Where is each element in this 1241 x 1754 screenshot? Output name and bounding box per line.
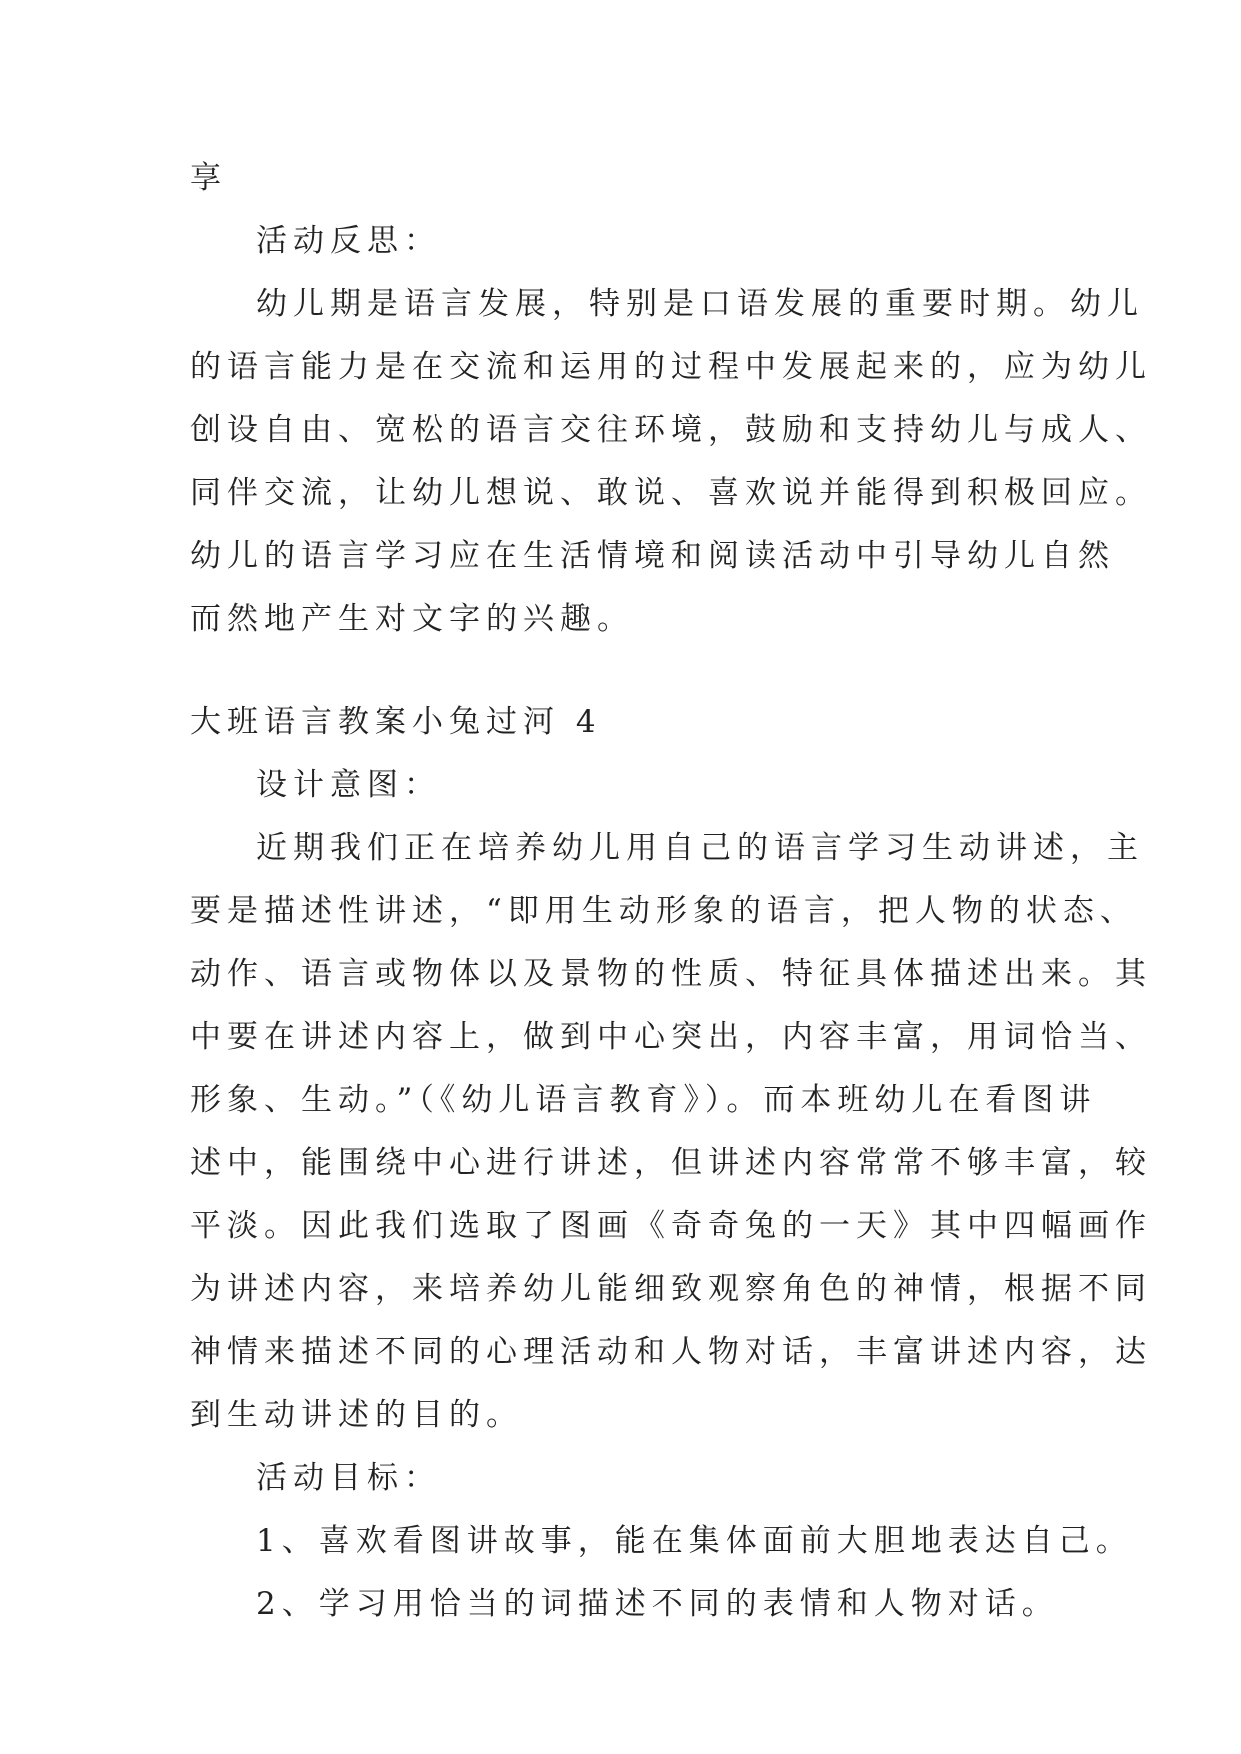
design-line: 平淡。因此我们选取了图画《奇奇兔的一天》其中四幅画作 (190, 1208, 1152, 1244)
goal-item: 2、学习用恰当的词描述不同的表情和人物对话。 (256, 1586, 1059, 1622)
design-line: 近期我们正在培养幼儿用自己的语言学习生动讲述，主 (256, 830, 1144, 866)
reflection-line: 创设自由、宽松的语言交往环境，鼓励和支持幼儿与成人、 (190, 412, 1152, 448)
design-line: 中要在讲述内容上，做到中心突出，内容丰富，用词恰当、 (190, 1019, 1152, 1055)
design-line: 述中，能围绕中心进行讲述，但讲述内容常常不够丰富，较 (190, 1145, 1152, 1181)
design-line: 为讲述内容，来培养幼儿能细致观察角色的神情，根据不同 (190, 1271, 1152, 1307)
design-line: 到生动讲述的目的。 (190, 1397, 523, 1433)
goal-item: 1、喜欢看图讲故事，能在集体面前大胆地表达自己。 (256, 1523, 1133, 1559)
reflection-line: 的语言能力是在交流和运用的过程中发展起来的，应为幼儿 (190, 349, 1152, 385)
reflection-line: 幼儿期是语言发展，特别是口语发展的重要时期。幼儿 (256, 286, 1144, 322)
reflection-line: 幼儿的语言学习应在生活情境和阅读活动中引导幼儿自然 (190, 538, 1115, 574)
reflection-line: 而然地产生对文字的兴趣。 (190, 601, 634, 637)
design-heading: 设计意图： (256, 767, 441, 803)
document-body (190, 160, 1152, 1622)
design-line: 神情来描述不同的心理活动和人物对话，丰富讲述内容，达 (190, 1334, 1152, 1370)
design-line: 形象、生动。”（《幼儿语言教育》）。而本班幼儿在看图讲 (190, 1082, 1097, 1118)
goals-heading: 活动目标： (256, 1460, 441, 1496)
section-title: 大班语言教案小兔过河 4 (190, 704, 602, 740)
reflection-line: 同伴交流，让幼儿想说、敢说、喜欢说并能得到积极回应。 (190, 475, 1152, 511)
reflection-heading: 活动反思： (256, 223, 441, 259)
design-line: 要是描述性讲述，“即用生动形象的语言，把人物的状态、 (190, 893, 1137, 929)
design-line: 动作、语言或物体以及景物的性质、特征具体描述出来。其 (190, 956, 1152, 992)
continuation-text: 享 (190, 160, 227, 196)
